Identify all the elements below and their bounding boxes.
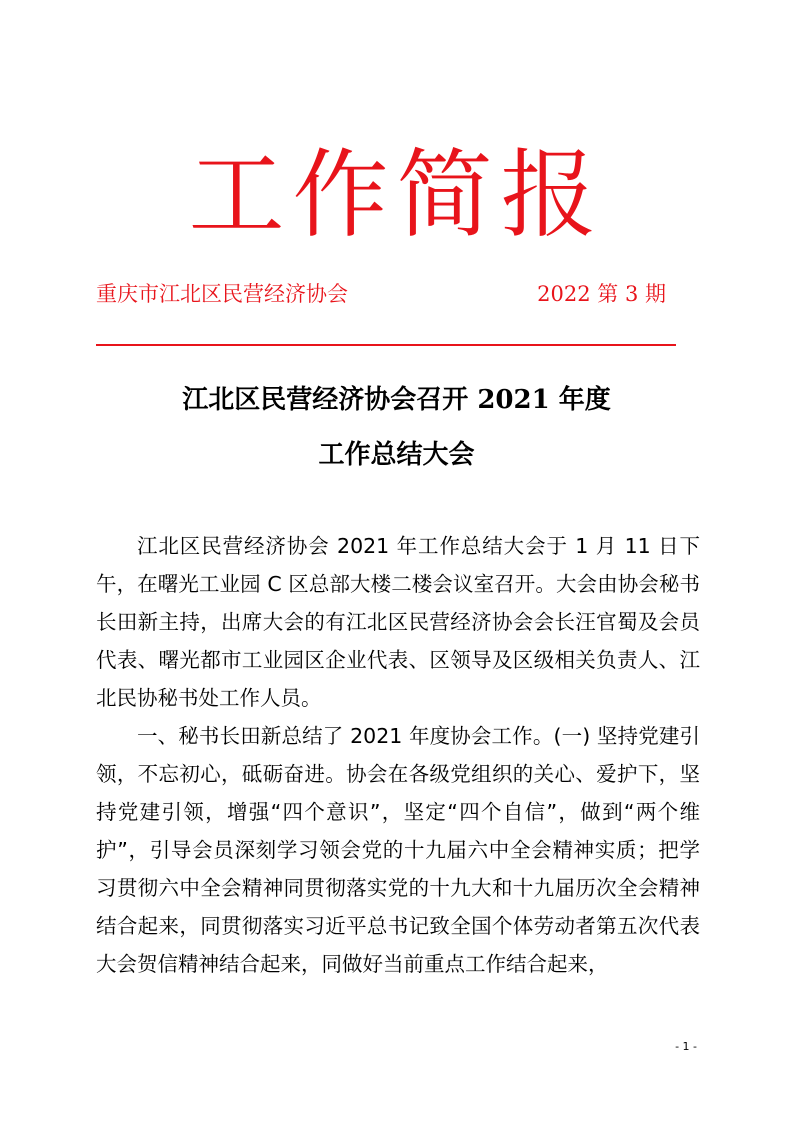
article-title-line-2: 工作总结大会 bbox=[318, 440, 475, 470]
article-title-line-1: 江北区民营经济协会召开 2021 年度 bbox=[182, 385, 611, 415]
masthead-title: 工作简报 bbox=[188, 139, 605, 251]
page-number: - 1 - bbox=[675, 1040, 697, 1053]
paragraph-1: 江北区民营经济协会 2021 年工作总结大会于 1 月 11 日下午，在曙光工业园 C 区总部大楼二楼会议室召开。大会由协会秘书长田新主持，出席大会的有江北区民营经济协会会长汪官蜀及会员代表、曙光都市工业园区企业代表、区领导及区级相关负责人、江北民协秘书处工作人员。 bbox=[96, 534, 700, 710]
header-divider bbox=[96, 344, 676, 346]
paragraph-2: 一、秘书长田新总结了 2021 年度协会工作。(一) 坚持党建引领，不忘初心，砥砺奋进。协会在各级党组织的关心、爱护下，坚持党建引领，增强“四个意识”，坚定“四个自信”，做到“两个维护”，引导会员深刻学习领会党的十九届六中全会精神实质；把学习贯彻六中全会精神同贯彻落实党的十九大和十九届历次全会精神结合起来，同贯彻落实习近平总书记致全国个体劳动者第五次代表大会贺信精神结合起来，同做好当前重点工作结合起来， bbox=[96, 724, 700, 976]
header-info-line bbox=[96, 278, 676, 310]
issue-number: 2022 第 3 期 bbox=[537, 282, 666, 306]
article-body bbox=[96, 527, 700, 983]
organization-name: 重庆市江北区民营经济协会 bbox=[96, 282, 348, 306]
